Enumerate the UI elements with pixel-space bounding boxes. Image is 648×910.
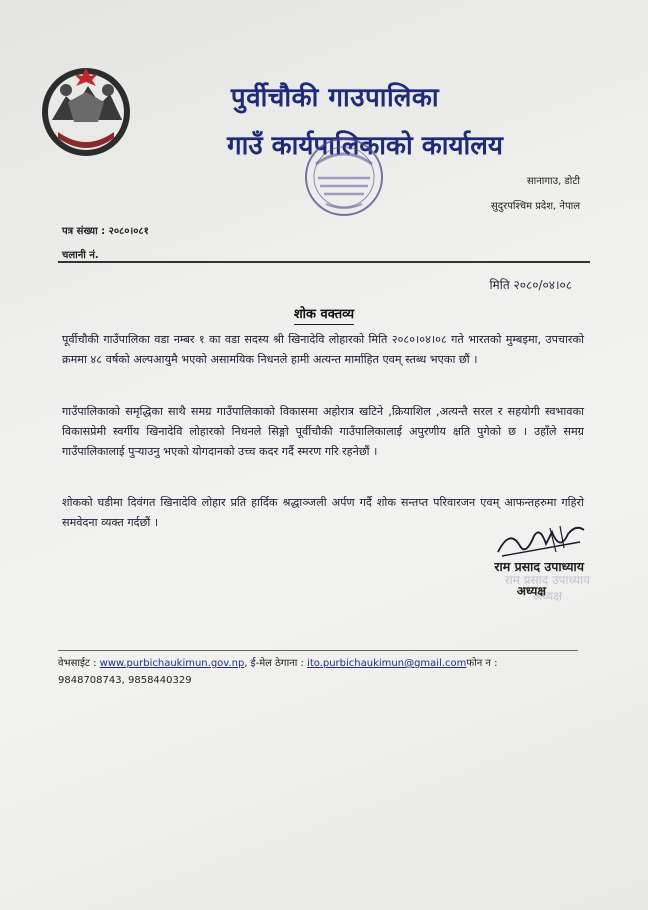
handwritten-signature [490,522,590,562]
footer-contact [58,655,568,689]
office-name-heading: गाउँ कार्यपालिकाको कार्यालय [227,131,503,161]
subject-text: शोक वक्तव्य [294,307,354,325]
subject-heading [0,304,648,322]
email-link[interactable]: ito.purbichaukimun@gmail.com [307,658,467,669]
nepal-emblem-logo [38,62,134,158]
phone-numbers: 9848708743, 9858440329 [58,675,192,686]
stamp-faint-title: अध्यक्ष [532,589,562,603]
website-label: वेभसाईट : [58,658,97,669]
address-line-2: सुदुरपश्चिम प्रदेश, नेपाल [491,201,580,212]
email-label: , ई-मेल ठेगाना : [244,658,304,669]
stamp-faint-name: राम प्रसाद उपाध्याय [504,573,590,587]
signatory-name: राम प्रसाद उपाध्याय [494,559,584,574]
address-line-1: सानागाउ, डोटी [526,176,580,187]
body-paragraph-2: गाउँपालिकाको समृद्धिका साथै समग्र गाउँपालिकाको विकासमा अहोरात्र खटिने ,क्रियाशिल ,अत्यन्तै सरल र सहयोगी स्वभावका विकासप्रेमी स्वर्गीय खिनादेवि लोहारको निधनले सिङ्गो पूर्वीचौकी गाउँपालिकालाई अपुरणीय क्षति पुगेको छ । उहाँले समग्र गाउँपालिकालाई पुऱ्याउनु भएको योगदानको उच्च कदर गर्दै स्मरण गरि रहनेछौं । [62,405,584,458]
dispatch-number: चलानी नं. [62,250,99,261]
phone-label: फोन न : [466,658,498,669]
office-seal-stamp [296,134,392,220]
signatory-title: अध्यक्ष [516,584,546,598]
website-link[interactable]: www.purbichaukimun.gov.np [99,658,245,669]
body-paragraph-1: पूर्वीचौकी गाउँपालिका वडा नम्बर १ का वडा सदस्य श्री खिनादेवि लोहारको मिति २०८०।०४।०८ गते भारतको मुम्बइमा, उपचारको क्रममा ४८ वर्षको अल्पआयुमै भएको असामयिक निधनले हामी अत्यन्त मार्माहित एवम् स्तब्ध भएका छौं । [62,333,584,366]
letter-date: मिति २०८०/०४।०८ [489,278,572,292]
header-divider [58,261,590,263]
org-name-heading: पुर्वीचौकी गाउपालिका [230,83,440,113]
body-paragraph-3: शोकको घडीमा दिवंगत खिनादेवि लोहार प्रति हार्दिक श्रद्धाञ्जली अर्पण गर्दै शोक सन्तप्त परिवारजन एवम् आफन्तहरुमा गहिरो समवेदना व्यक्त गर्दछौं । [62,496,584,529]
footer-divider [58,650,578,651]
letter-number: पत्र संख्या : २०८०।०८१ [62,226,149,237]
